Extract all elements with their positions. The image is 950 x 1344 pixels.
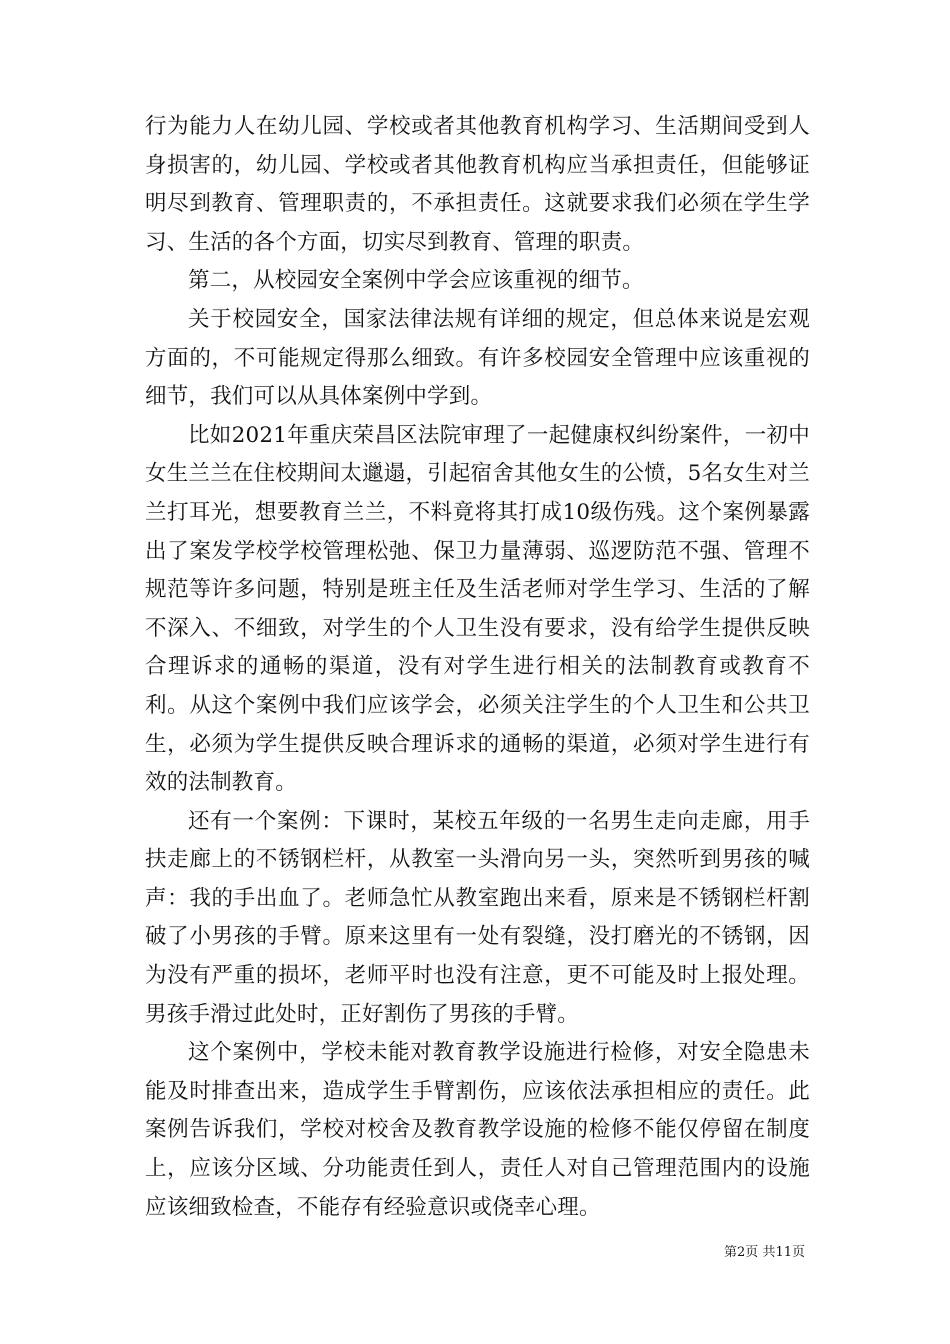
paragraph-continuation: 行为能力人在幼儿园、学校或者其他教育机构学习、生活期间受到人身损害的，幼儿园、学校或者其他教育机构应当承担责任，但能够证明尽到教育、管理职责的，不承担责任。这就要求我们必须在学生学习、生活的各个方面，切实尽到教育、管理的职责。 [145,114,810,255]
footer-middle: 页 共 [745,1245,776,1260]
paragraph-case-one: 比如2021年重庆荣昌区法院审理了一起健康权纠纷案件，一初中女生兰兰在住校期间太邋遢，引起宿舍其他女生的公愤，5名女生对兰兰打耳光，想要教育兰兰，不料竟将其打成10级伤残。这个案例暴露出了案发学校学校管理松弛、保卫力量薄弱、巡逻防范不强、管理不规范等许多问题，特别是班主任及生活老师对学生学习、生活的了解不深入、不细致，对学生的个人卫生没有要求，没有给学生提供反映合理诉求的通畅的渠道，没有对学生进行相关的法制教育或教育不利。从这个案例中我们应该学会，必须关注学生的个人卫生和公共卫生，必须为学生提供反映合理诉求的通畅的渠道，必须对学生进行有效的法制教育。 [145,422,810,796]
paragraph-campus-safety-intro: 关于校园安全，国家法律法规有详细的规定，但总体来说是宏观方面的，不可能规定得那么细致。有许多校园安全管理中应该重视的细节，我们可以从具体案例中学到。 [145,306,810,410]
document-body [145,108,810,1227]
footer-total-pages: 11 [775,1245,792,1260]
footer-suffix: 页 [791,1245,805,1260]
paragraph-case-two-analysis: 这个案例中，学校未能对教育教学设施进行检修，对安全隐患未能及时排查出来，造成学生手臂割伤，应该依法承担相应的责任。此案例告诉我们，学校对校舍及教育教学设施的检修不能仅停留在制度上，应该分区域、分功能责任到人，责任人对自己管理范围内的设施应该细致检查，不能存有经验意识或侥幸心理。 [145,1040,810,1220]
footer-prefix: 第 [724,1245,738,1260]
paragraph-section-heading: 第二，从校园安全案例中学会应该重视的细节。 [188,268,644,294]
footer-current-page: 2 [737,1245,746,1260]
paragraph-case-two: 还有一个案例：下课时，某校五年级的一名男生走向走廊，用手扶走廊上的不锈钢栏杆，从教室一头滑向另一头，突然听到男孩的喊声：我的手出血了。老师急忙从教室跑出来看，原来是不锈钢栏杆割破了小男孩的手臂。原来这里有一处有裂缝，没打磨光的不锈钢，因为没有严重的损坏，老师平时也没有注意，更不可能及时上报处理。男孩手滑过此处时，正好割伤了男孩的手臂。 [145,808,810,1027]
page-footer [724,1245,805,1261]
